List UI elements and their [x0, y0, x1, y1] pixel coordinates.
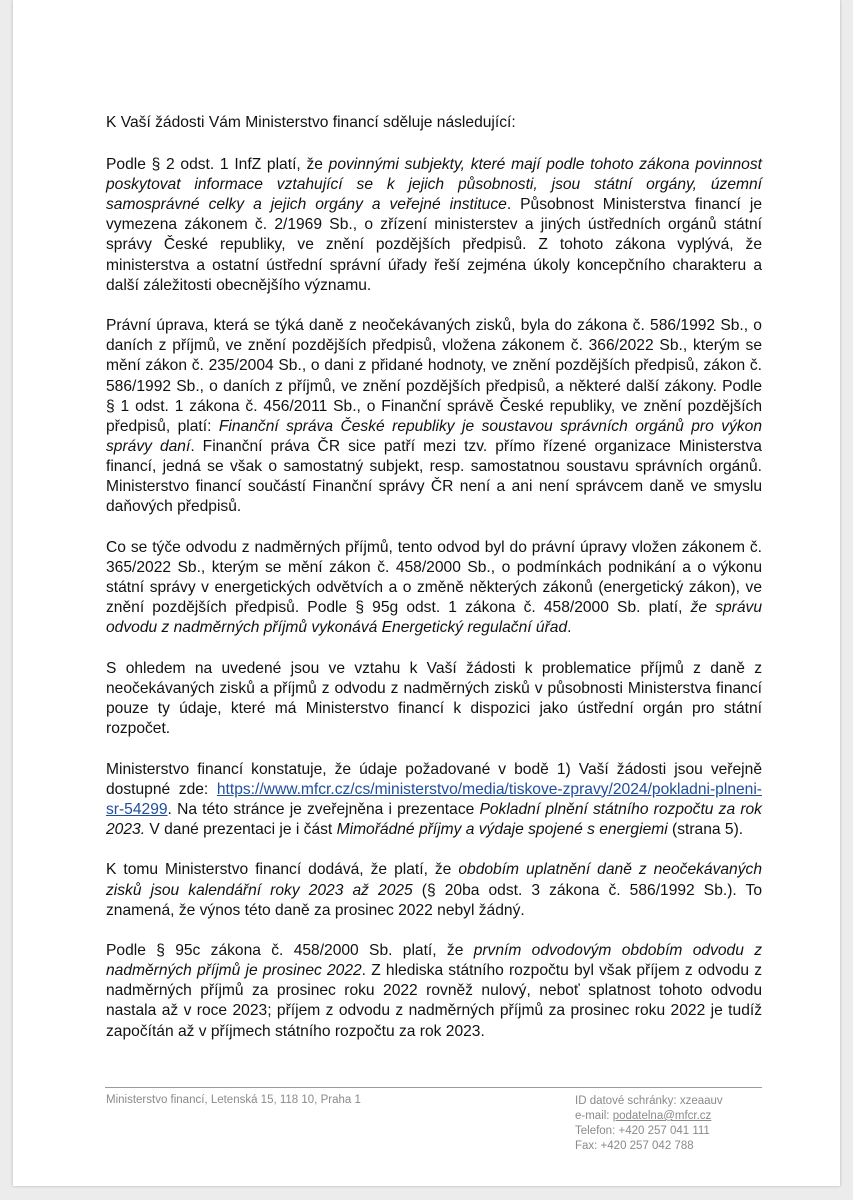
paragraph-3-text-a: Co se týče odvodu z nadměrných příjmů, tento odvod byl do právní úpravy vložen zákonem č. 365/2022 Sb., kterým se mění zákon č. 458/2000 Sb., o podmínkách podnikání a o výkonu státní správy v energetických odvětvích a o změně některých zákonů (energetický zákon), ve znění pozdějších předpisů. Podle § 95g odst. 1 zákona č. 458/2000 Sb. platí,	[106, 538, 762, 616]
paragraph-3-quote: že správu odvodu z nadměrných příjmů vykonává Energetický regulační úřad	[106, 598, 763, 637]
paragraph-7-text-a: Podle § 95c zákona č. 458/2000 Sb. platí, že	[106, 942, 474, 960]
paragraph-1	[106, 155, 762, 296]
paragraph-7-text-c: . Z hlediska státního rozpočtu byl však příjem z odvodu z nadměrných příjmů za prosinec roku 2022 rovněž nulový, neboť splatnost tohoto odvodu nastala až v roce 2023; příjem z odvodu z nadměrných příjmů za prosinec roku 2022 je tudíž započítán až v příjmech státního rozpočtu za rok 2023.	[106, 962, 763, 1040]
footer-contact	[575, 1094, 723, 1154]
footer-email-link[interactable]: podatelna@mfcr.cz	[612, 1110, 712, 1122]
presentation-title: Pokladní plnění státního rozpočtu za rok 2023.	[106, 800, 762, 838]
letter-body	[106, 113, 762, 1062]
paragraph-1-text-c: . Působnost Ministerstva financí je vymezena zákonem č. 2/1969 Sb., o zřízení ministerstev a jiných ústředních orgánů státní správy České republiky, ve znění pozdějších předpisů. Z tohoto zákona vyplývá, že ministerstva a ostatní ústřední správní úřady řeší zejména úkoly koncepčního charakteru a další záležitosti obecnějšího významu.	[106, 196, 762, 294]
paragraph-6	[106, 860, 762, 920]
paragraph-5-text-a: Ministerstvo financí konstatuje, že údaje požadované v bodě 1) Vaší žádosti jsou veřejně dostupné zde:	[106, 760, 762, 798]
paragraph-7	[106, 941, 762, 1041]
footer-fax: Fax: +420 257 042 788	[575, 1140, 694, 1152]
footer-divider	[105, 1087, 762, 1088]
paragraph-1-text-a: Podle § 2 odst. 1 InfZ platí, že	[106, 156, 329, 174]
section-title: Mimořádné příjmy a výdaje spojené s energiemi	[336, 820, 668, 838]
paragraph-6-text-a: K tomu Ministerstvo financí dodává, že platí, že	[106, 861, 459, 879]
footer-address: Ministerstvo financí, Letenská 15, 118 10, Praha 1	[106, 1094, 361, 1106]
paragraph-6-quote: obdobím uplatnění daně z neočekávaných zisků jsou kalendářní roky 2023 až 2025	[106, 861, 762, 899]
paragraph-5-text-f: (strana 5).	[667, 820, 744, 838]
paragraph-2	[106, 316, 762, 517]
document-page	[13, 0, 840, 1186]
paragraph-3-text-c: .	[567, 619, 572, 637]
paragraph-3	[106, 538, 762, 638]
paragraph-2-quote: Finanční správa České republiky je soustavou správních orgánů pro výkon správy daní	[106, 417, 763, 455]
paragraph-5-text-d: V dané prezentaci je i část	[145, 820, 337, 838]
paragraph-7-quote: prvním odvodovým obdobím odvodu z nadměrných příjmů je prosinec 2022	[106, 942, 762, 980]
footer-phone: Telefon: +420 257 041 111	[575, 1125, 710, 1137]
paragraph-1-quote: povinnými subjekty, které mají podle tohoto zákona povinnost poskytovat informace vztahující se k jejich působnosti, jsou státní orgány, územní samosprávné celky a jejich orgány a veřejné instituce	[106, 156, 762, 214]
intro-paragraph: K Vaší žádosti Vám Ministerstvo financí sděluje následující:	[106, 114, 516, 131]
paragraph-4: S ohledem na uvedené jsou ve vztahu k Vaší žádosti k problematice příjmů z daně z neočekávaných zisků a příjmů z odvodu z nadměrných zisků v působnosti Ministerstva financí pouze ty údaje, které má Ministerstvo financí k dispozici jako ústřední orgán pro státní rozpočet.	[106, 659, 762, 737]
paragraph-2-text-c: . Finanční práva ČR sice patří mezi tzv. přímo řízené organizace Ministerstva financí, jedná se však o samostatný subjekt, resp. samostatnou soustavu správních orgánů. Ministerstvo financí součástí Finanční správy ČR není a ani není správcem daně ve smyslu daňových předpisů.	[106, 437, 762, 516]
paragraph-2-text-a: Právní úprava, která se týká daně z neočekávaných zisků, byla do zákona č. 586/1992 Sb., o daních z příjmů, ve znění pozdějších předpisů, vložena zákonem č. 366/2022 Sb., kterým se mění zákon č. 235/2004 Sb., o dani z přidané hodnoty, ve znění pozdějších předpisů, zákon č. 586/1992 Sb., o daních z příjmů, ve znění pozdějších předpisů, a některé další zákony. Podle § 1 odst. 1 zákona č. 456/2011 Sb., o Finanční správě České republiky, ve znění pozdějších předpisů, platí:	[106, 317, 762, 435]
mfcr-link[interactable]: https://www.mfcr.cz/cs/ministerstvo/media/tiskove-zpravy/2024/pokladni-plneni-sr-54299	[106, 780, 762, 818]
footer-email-label: e-mail:	[575, 1110, 613, 1122]
paragraph-5	[106, 760, 762, 840]
footer-email-line	[575, 1109, 723, 1124]
paragraph-5-text-b: . Na této stránce je zveřejněna i prezentace	[167, 800, 480, 818]
paragraph-6-text-c: (§ 20ba odst. 3 zákona č. 586/1992 Sb.). To znamená, že výnos této daně za prosinec 2022 nebyl žádný.	[106, 881, 762, 919]
footer-databox: ID datové schránky: xzeaauv	[575, 1095, 723, 1107]
